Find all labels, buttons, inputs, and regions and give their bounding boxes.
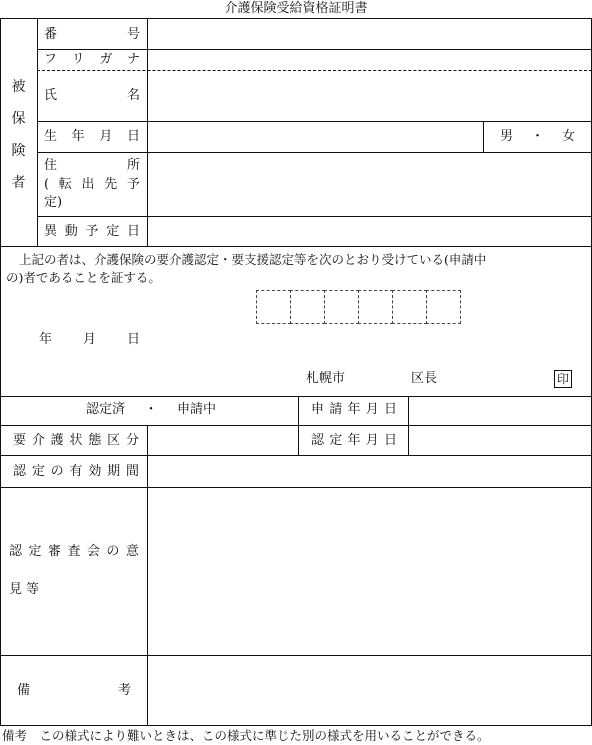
remarks-field[interactable] xyxy=(148,656,591,725)
label-char: 審 xyxy=(47,544,61,559)
status-divider xyxy=(298,396,299,455)
label-char: 生 xyxy=(44,129,58,144)
opinion-label-line2: 見等 xyxy=(9,582,44,597)
address-label-line3: 定) xyxy=(44,195,63,210)
label-char: 氏 xyxy=(44,88,58,103)
insurer-number-box[interactable] xyxy=(426,290,461,324)
validity-label xyxy=(13,465,139,478)
side-char: 者 xyxy=(11,175,26,191)
label-char: 介 xyxy=(31,433,45,448)
label-char: 定 xyxy=(31,464,45,479)
move-date-field[interactable] xyxy=(148,217,591,246)
insurer-number-box[interactable] xyxy=(392,290,427,324)
date-day-label: 日 xyxy=(127,332,141,347)
label-char: 分 xyxy=(125,433,139,448)
document-title: 介護保険受給資格証明書 xyxy=(224,1,368,16)
address-field[interactable] xyxy=(148,153,591,216)
label-char: 期 xyxy=(107,464,121,479)
label-char: 動 xyxy=(64,224,78,239)
birthdate-label xyxy=(44,130,140,143)
label-char: の xyxy=(106,544,120,559)
label-char: 意 xyxy=(125,544,139,559)
label-char: 認 xyxy=(13,464,27,479)
remarks-label xyxy=(17,684,131,697)
number-label xyxy=(44,28,140,41)
label-char: 年 xyxy=(71,129,85,144)
application-date-label xyxy=(311,403,397,416)
label-char: 日 xyxy=(126,224,140,239)
opinion-field[interactable] xyxy=(148,488,591,655)
insurer-number-box[interactable] xyxy=(256,290,291,324)
label-char: 定 xyxy=(106,224,120,239)
status-separator: ・ xyxy=(144,402,158,417)
label-char: 月 xyxy=(365,433,379,448)
application-date-field[interactable] xyxy=(409,397,591,425)
label-char: 日 xyxy=(383,402,397,417)
label-char: 状 xyxy=(69,433,83,448)
insured-bottom-line xyxy=(0,246,592,247)
move-date-label xyxy=(44,225,140,238)
label-char: 会 xyxy=(86,544,100,559)
date-year-label: 年 xyxy=(39,332,53,347)
care-level-label xyxy=(13,434,139,447)
label-char: 態 xyxy=(88,433,102,448)
label-char: リ xyxy=(71,52,85,67)
label-char: 先 xyxy=(104,177,118,192)
validity-field[interactable] xyxy=(148,456,591,487)
label-char: 区 xyxy=(107,433,121,448)
frame-bottom xyxy=(0,725,592,726)
label-char: 年 xyxy=(347,402,361,417)
sex-options[interactable] xyxy=(500,130,575,143)
furigana-field[interactable] xyxy=(148,50,591,70)
label-char: 備 xyxy=(17,683,31,698)
label-char: 考 xyxy=(117,683,131,698)
label-char: 日 xyxy=(126,129,140,144)
label-char: 定 xyxy=(28,544,42,559)
label-char: 申 xyxy=(311,402,325,417)
insured-side-divider xyxy=(37,18,38,246)
label-char: 予 xyxy=(126,177,140,192)
furigana-label xyxy=(44,53,140,66)
label-char: フ xyxy=(44,52,58,67)
date-month-label: 月 xyxy=(83,332,97,347)
label-char: 間 xyxy=(125,464,139,479)
certification-date-label xyxy=(311,434,397,447)
label-char: 住 xyxy=(44,158,58,173)
label-char: 効 xyxy=(88,464,102,479)
seal-mark: 印 xyxy=(554,370,572,388)
status-row xyxy=(86,403,216,416)
ward-head: 区長 xyxy=(411,371,438,386)
insurer-number-box[interactable] xyxy=(358,290,393,324)
label-char: 名 xyxy=(126,88,140,103)
insurer-number-box[interactable] xyxy=(324,290,359,324)
footnote: 備考 この様式により難いときは、この様式に準じた別の様式を用いることができる。 xyxy=(2,728,490,743)
insurer-number-box[interactable] xyxy=(290,290,325,324)
side-char: 保 xyxy=(11,111,26,127)
label-char: 番 xyxy=(44,27,58,42)
sex-divider xyxy=(483,121,484,152)
label-char: 有 xyxy=(69,464,83,479)
label-char: 転 xyxy=(58,177,72,192)
label-char: ナ xyxy=(126,52,140,67)
sex-separator: ・ xyxy=(530,129,544,144)
label-char: 日 xyxy=(383,433,397,448)
statement-line1: 上記の者は、介護保険の要介護認定・要支援認定等を次のとおり受けている(申請中 xyxy=(19,252,487,267)
label-char: 要 xyxy=(13,433,27,448)
number-field[interactable] xyxy=(148,19,591,49)
city-name: 札幌市 xyxy=(306,371,346,386)
label-char: 認 xyxy=(311,433,325,448)
label-char: 予 xyxy=(85,224,99,239)
sex-option-female[interactable]: 女 xyxy=(561,129,575,144)
sex-option-male[interactable]: 男 xyxy=(500,129,514,144)
name-label xyxy=(44,89,140,102)
name-field[interactable] xyxy=(148,71,591,121)
status-certified[interactable]: 認定済 xyxy=(86,402,126,417)
label-char: 査 xyxy=(67,544,81,559)
opinion-label-line1 xyxy=(9,545,139,558)
label-char: 異 xyxy=(44,224,58,239)
birthdate-field[interactable] xyxy=(148,122,483,152)
side-char: 険 xyxy=(11,143,26,159)
label-char: 定 xyxy=(329,433,343,448)
address-label-line1 xyxy=(44,159,140,172)
label-char: 年 xyxy=(347,433,361,448)
label-char: 月 xyxy=(99,129,113,144)
label-char: 所 xyxy=(126,158,140,173)
label-char: 請 xyxy=(329,402,343,417)
statement-line2: の)者であることを証する。 xyxy=(6,270,161,285)
label-char: ガ xyxy=(99,52,113,67)
certification-date-field[interactable] xyxy=(409,426,591,455)
label-char: 出 xyxy=(81,177,95,192)
label-char: 号 xyxy=(126,27,140,42)
label-char: 月 xyxy=(365,402,379,417)
care-level-field[interactable] xyxy=(148,426,298,455)
label-char: 護 xyxy=(50,433,64,448)
address-label-line2 xyxy=(44,178,140,191)
insured-side-label xyxy=(0,80,37,190)
label-char: の xyxy=(50,464,64,479)
status-applying[interactable]: 申請中 xyxy=(176,402,216,417)
label-char: 認 xyxy=(9,544,23,559)
side-char: 被 xyxy=(11,79,26,95)
label-char: ( xyxy=(44,177,50,192)
